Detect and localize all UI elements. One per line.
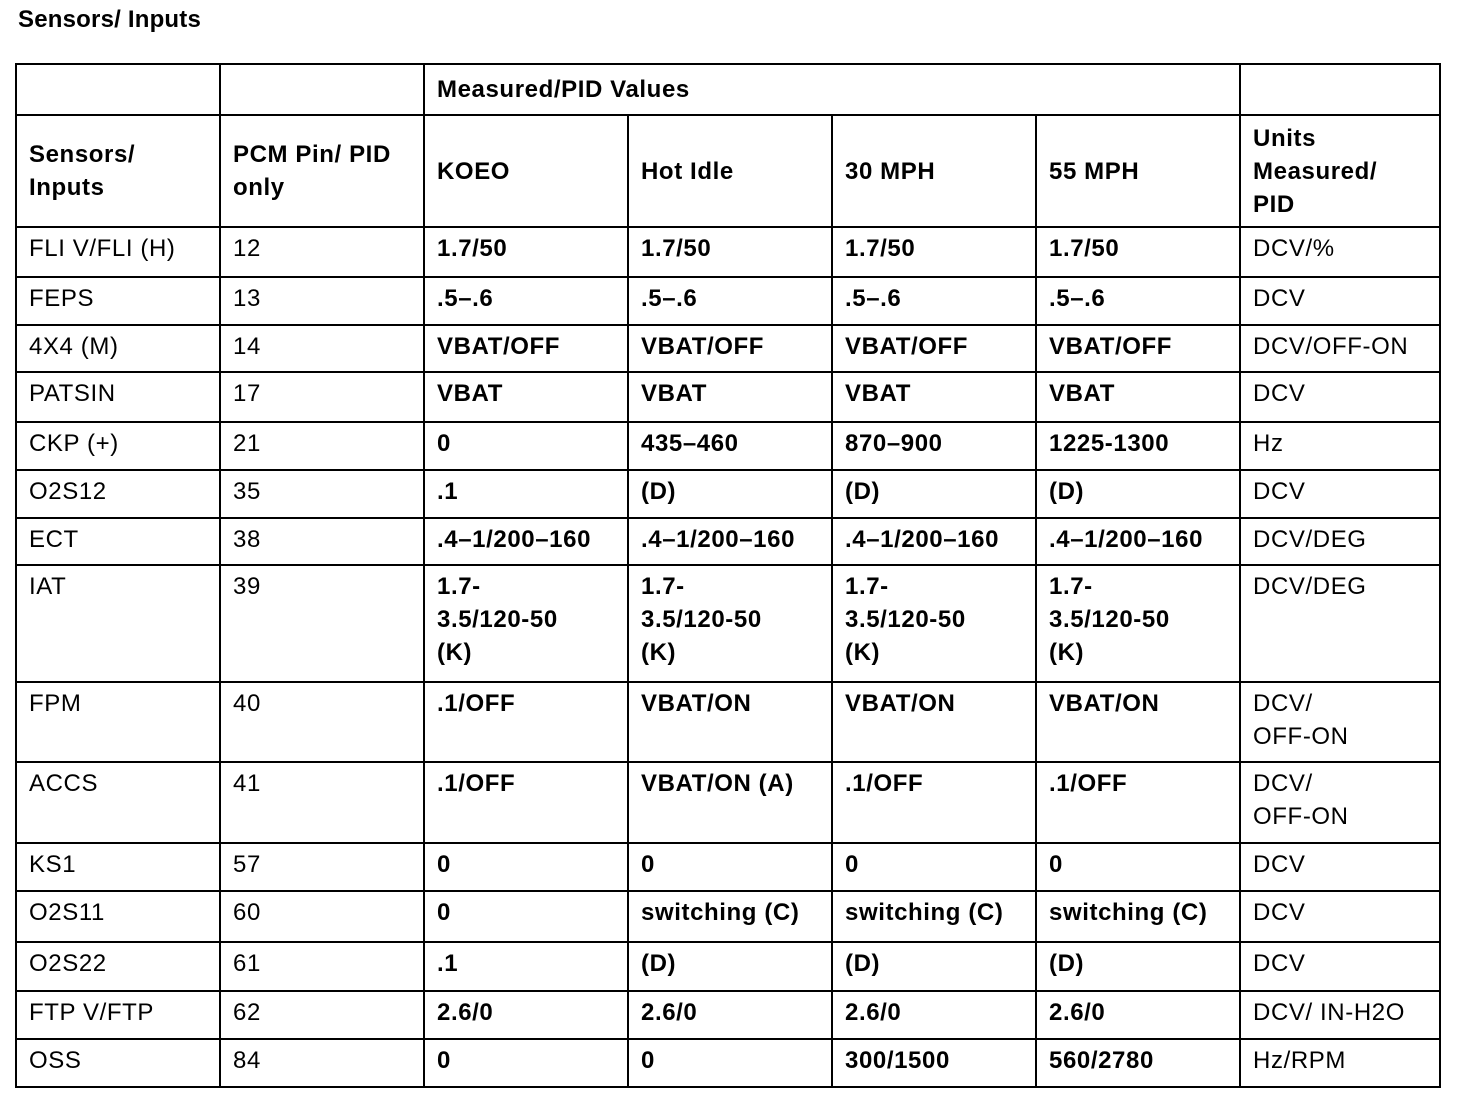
cell-sensor: CKP (+) xyxy=(16,422,220,470)
cell-units: DCV xyxy=(1240,277,1440,325)
cell-units: DCV xyxy=(1240,372,1440,422)
header-koeo: KOEO xyxy=(424,115,628,227)
cell-55-mph: 560/2780 xyxy=(1036,1039,1240,1087)
cell-hot-idle: (D) xyxy=(628,942,832,991)
cell-30-mph: .4–1/200–160 xyxy=(832,518,1036,565)
cell-pcm-pin: 35 xyxy=(220,470,424,518)
cell-sensor: ACCS xyxy=(16,762,220,843)
cell-koeo: .4–1/200–160 xyxy=(424,518,628,565)
column-header-row xyxy=(16,115,1440,227)
cell-koeo: 2.6/0 xyxy=(424,991,628,1039)
cell-units: DCV/OFF-ON xyxy=(1240,325,1440,372)
cell-hot-idle: 0 xyxy=(628,1039,832,1087)
table-row xyxy=(16,470,1440,518)
cell-units: DCV/DEG xyxy=(1240,565,1440,681)
cell-units: DCV/ OFF-ON xyxy=(1240,762,1440,843)
cell-sensor: FTP V/FTP xyxy=(16,991,220,1039)
group-header-measured-pid: Measured/PID Values xyxy=(424,64,1240,115)
cell-units: Hz/RPM xyxy=(1240,1039,1440,1087)
cell-hot-idle: VBAT/ON (A) xyxy=(628,762,832,843)
cell-sensor: FLI V/FLI (H) xyxy=(16,227,220,276)
cell-30-mph: 0 xyxy=(832,843,1036,891)
cell-pcm-pin: 57 xyxy=(220,843,424,891)
cell-pcm-pin: 61 xyxy=(220,942,424,991)
sensor-table xyxy=(15,63,1441,1088)
cell-55-mph: VBAT/OFF xyxy=(1036,325,1240,372)
cell-pcm-pin: 17 xyxy=(220,372,424,422)
cell-koeo: 0 xyxy=(424,891,628,941)
cell-pcm-pin: 62 xyxy=(220,991,424,1039)
cell-pcm-pin: 40 xyxy=(220,682,424,762)
table-row xyxy=(16,682,1440,762)
cell-30-mph: switching (C) xyxy=(832,891,1036,941)
cell-30-mph: .5–.6 xyxy=(832,277,1036,325)
cell-30-mph: .1/OFF xyxy=(832,762,1036,843)
cell-pcm-pin: 41 xyxy=(220,762,424,843)
cell-hot-idle: VBAT/OFF xyxy=(628,325,832,372)
cell-55-mph: .5–.6 xyxy=(1036,277,1240,325)
cell-koeo: 0 xyxy=(424,422,628,470)
cell-hot-idle: 1.7- 3.5/120-50 (K) xyxy=(628,565,832,681)
cell-hot-idle: (D) xyxy=(628,470,832,518)
cell-hot-idle: .5–.6 xyxy=(628,277,832,325)
cell-55-mph: 0 xyxy=(1036,843,1240,891)
cell-koeo: .1 xyxy=(424,942,628,991)
cell-koeo: VBAT xyxy=(424,372,628,422)
cell-30-mph: 2.6/0 xyxy=(832,991,1036,1039)
header-30-mph: 30 MPH xyxy=(832,115,1036,227)
cell-units: DCV/ OFF-ON xyxy=(1240,682,1440,762)
cell-koeo: .5–.6 xyxy=(424,277,628,325)
cell-units: DCV/ IN-H2O xyxy=(1240,991,1440,1039)
table-row xyxy=(16,942,1440,991)
cell-pcm-pin: 14 xyxy=(220,325,424,372)
cell-hot-idle: VBAT/ON xyxy=(628,682,832,762)
cell-30-mph: VBAT/OFF xyxy=(832,325,1036,372)
header-units: Units Measured/ PID xyxy=(1240,115,1440,227)
cell-units: DCV xyxy=(1240,843,1440,891)
page-title: Sensors/ Inputs xyxy=(18,6,202,33)
cell-55-mph: VBAT xyxy=(1036,372,1240,422)
cell-pcm-pin: 13 xyxy=(220,277,424,325)
cell-sensor: OSS xyxy=(16,1039,220,1087)
cell-pcm-pin: 60 xyxy=(220,891,424,941)
table-row xyxy=(16,518,1440,565)
cell-hot-idle: 2.6/0 xyxy=(628,991,832,1039)
cell-hot-idle: 0 xyxy=(628,843,832,891)
header-sensors-inputs: Sensors/ Inputs xyxy=(16,115,220,227)
cell-units: DCV/DEG xyxy=(1240,518,1440,565)
cell-30-mph: 1.7/50 xyxy=(832,227,1036,276)
cell-koeo: 0 xyxy=(424,843,628,891)
cell-sensor: 4X4 (M) xyxy=(16,325,220,372)
header-hot-idle: Hot Idle xyxy=(628,115,832,227)
table-row xyxy=(16,325,1440,372)
cell-sensor: FEPS xyxy=(16,277,220,325)
cell-55-mph: 1.7/50 xyxy=(1036,227,1240,276)
table-row xyxy=(16,1039,1440,1087)
table-row xyxy=(16,991,1440,1039)
cell-hot-idle: .4–1/200–160 xyxy=(628,518,832,565)
table-row xyxy=(16,891,1440,941)
cell-koeo: VBAT/OFF xyxy=(424,325,628,372)
table-row xyxy=(16,843,1440,891)
cell-sensor: IAT xyxy=(16,565,220,681)
cell-55-mph: VBAT/ON xyxy=(1036,682,1240,762)
cell-55-mph: switching (C) xyxy=(1036,891,1240,941)
cell-units: Hz xyxy=(1240,422,1440,470)
cell-units: DCV xyxy=(1240,942,1440,991)
cell-30-mph: 870–900 xyxy=(832,422,1036,470)
cell-hot-idle: switching (C) xyxy=(628,891,832,941)
cell-sensor: O2S22 xyxy=(16,942,220,991)
cell-55-mph: (D) xyxy=(1036,470,1240,518)
group-header-empty-cell xyxy=(16,64,220,115)
cell-hot-idle: VBAT xyxy=(628,372,832,422)
cell-sensor: FPM xyxy=(16,682,220,762)
cell-koeo: 1.7- 3.5/120-50 (K) xyxy=(424,565,628,681)
cell-koeo: .1/OFF xyxy=(424,762,628,843)
cell-30-mph: 1.7- 3.5/120-50 (K) xyxy=(832,565,1036,681)
cell-pcm-pin: 38 xyxy=(220,518,424,565)
cell-30-mph: 300/1500 xyxy=(832,1039,1036,1087)
cell-koeo: 0 xyxy=(424,1039,628,1087)
cell-sensor: ECT xyxy=(16,518,220,565)
cell-units: DCV xyxy=(1240,891,1440,941)
cell-30-mph: VBAT/ON xyxy=(832,682,1036,762)
table-row xyxy=(16,372,1440,422)
cell-55-mph: 1.7- 3.5/120-50 (K) xyxy=(1036,565,1240,681)
table-row xyxy=(16,565,1440,681)
cell-units: DCV/% xyxy=(1240,227,1440,276)
cell-55-mph: 2.6/0 xyxy=(1036,991,1240,1039)
cell-55-mph: .4–1/200–160 xyxy=(1036,518,1240,565)
cell-sensor: O2S11 xyxy=(16,891,220,941)
cell-koeo: .1/OFF xyxy=(424,682,628,762)
group-header-empty-cell xyxy=(1240,64,1440,115)
table-row xyxy=(16,227,1440,276)
cell-pcm-pin: 12 xyxy=(220,227,424,276)
group-header-empty-cell xyxy=(220,64,424,115)
table-row xyxy=(16,277,1440,325)
cell-30-mph: (D) xyxy=(832,942,1036,991)
cell-pcm-pin: 84 xyxy=(220,1039,424,1087)
header-pcm-pin: PCM Pin/ PID only xyxy=(220,115,424,227)
cell-55-mph: .1/OFF xyxy=(1036,762,1240,843)
cell-koeo: 1.7/50 xyxy=(424,227,628,276)
cell-hot-idle: 1.7/50 xyxy=(628,227,832,276)
header-55-mph: 55 MPH xyxy=(1036,115,1240,227)
cell-sensor: O2S12 xyxy=(16,470,220,518)
cell-pcm-pin: 21 xyxy=(220,422,424,470)
cell-pcm-pin: 39 xyxy=(220,565,424,681)
table-row xyxy=(16,422,1440,470)
cell-55-mph: (D) xyxy=(1036,942,1240,991)
cell-units: DCV xyxy=(1240,470,1440,518)
cell-30-mph: VBAT xyxy=(832,372,1036,422)
cell-koeo: .1 xyxy=(424,470,628,518)
cell-sensor: PATSIN xyxy=(16,372,220,422)
cell-sensor: KS1 xyxy=(16,843,220,891)
cell-30-mph: (D) xyxy=(832,470,1036,518)
cell-hot-idle: 435–460 xyxy=(628,422,832,470)
table-row xyxy=(16,762,1440,843)
group-header-row xyxy=(16,64,1440,115)
cell-55-mph: 1225-1300 xyxy=(1036,422,1240,470)
